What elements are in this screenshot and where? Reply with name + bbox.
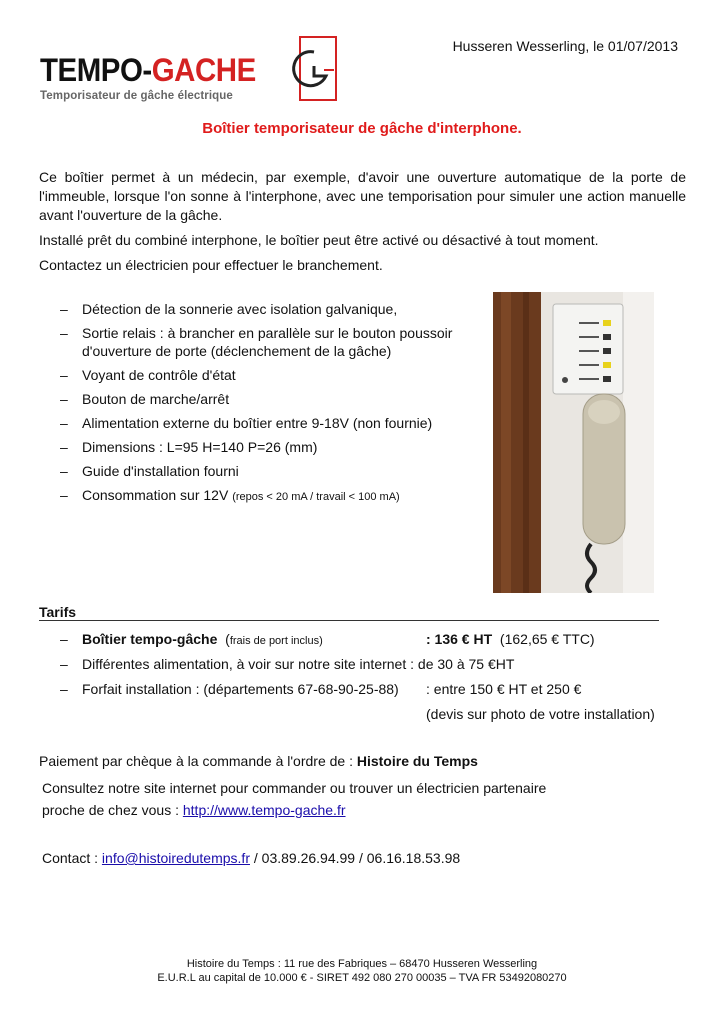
consult-text: Consultez notre site internet pour commander ou trouver un électricien partenaire proche de chez vous : http://www.tempo-gache.fr — [42, 780, 547, 818]
tarifs-heading: Tarifs — [39, 604, 77, 620]
list-item: – Consommation sur 12V (repos < 20 mA / travail < 100 mA) — [60, 487, 400, 503]
intro-paragraph: Ce boîtier permet à un médecin, par exemple, d'avoir une ouverture automatique de la porte de l'immeuble, lorsque l'on sonne à l'interphone, avec une temporisation pour simuler une action manuelle avant l'ouverture de la gâche. — [39, 169, 686, 223]
list-item: – Boîtier tempo-gâche (frais de port inclus) : 136 € HT (162,65 € TTC) — [60, 631, 595, 647]
list-item: – Sortie relais : à brancher en parallèle sur le bouton poussoir d'ouverture de porte (déclenchement de la gâche) — [60, 325, 453, 359]
list-item: – Guide d'installation fourni — [60, 463, 239, 479]
email-link[interactable]: info@histoiredutemps.fr — [101, 850, 250, 866]
intro-paragraph: Installé prêt du combiné interphone, le boîtier peut être activé ou désactivé à tout moment. — [39, 232, 599, 248]
page-title: Boîtier temporisateur de gâche d'interphone. — [202, 120, 522, 137]
brand-subtitle: Temporisateur de gâche électrique — [40, 90, 233, 102]
payment-line: Paiement par chèque à la commande à l'ordre de : Histoire du Temps — [39, 753, 478, 769]
brand-name: TEMPO-GACHE — [40, 52, 256, 88]
brand-logo-icon — [284, 36, 338, 102]
list-item: – Détection de la sonnerie avec isolation galvanique, — [60, 301, 398, 317]
brand-block — [40, 54, 275, 102]
list-item: – Forfait installation : (départements 67-68-90-25-88) : entre 150 € HT et 250 € — [60, 681, 582, 697]
divider — [39, 620, 659, 621]
intro-text — [39, 168, 686, 281]
product-photo — [493, 292, 654, 593]
contact-line: Contact : info@histoiredutemps.fr / 03.89.26.94.99 / 06.16.18.53.98 — [42, 850, 461, 866]
list-item: – Dimensions : L=95 H=140 P=26 (mm) — [60, 439, 318, 455]
footer-address: Histoire du Temps : 11 rue des Fabriques – 68470 Husseren Wesserling — [186, 958, 538, 970]
list-item-note: (devis sur photo de votre installation) — [426, 706, 655, 722]
list-item: – Voyant de contrôle d'état — [60, 367, 236, 383]
footer — [0, 957, 724, 985]
document-date: Husseren Wesserling, le 01/07/2013 — [452, 38, 678, 54]
list-item: – Alimentation externe du boîtier entre 9-18V (non fournie) — [60, 415, 433, 431]
feature-list — [60, 300, 480, 512]
footer-legal: E.U.R.L au capital de 10.000 € - SIRET 492 080 270 00035 – TVA FR 53492080270 — [157, 972, 567, 984]
list-item: – Bouton de marche/arrêt — [60, 391, 230, 407]
list-item: – Différentes alimentation, à voir sur notre site internet : de 30 à 75 €HT — [60, 656, 515, 672]
website-link[interactable]: http://www.tempo-gache.fr — [182, 802, 346, 818]
tarifs-list — [60, 630, 700, 730]
intro-paragraph: Contactez un électricien pour effectuer le branchement. — [39, 257, 383, 273]
